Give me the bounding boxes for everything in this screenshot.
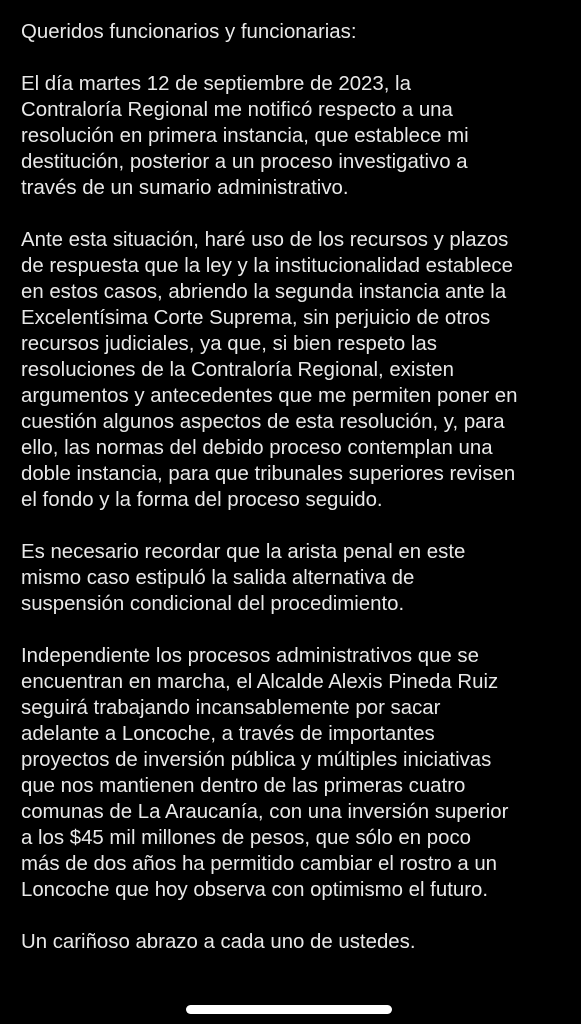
- text-line: ello, las normas del debido proceso contemplan una: [21, 437, 493, 459]
- text-line: comunas de La Araucanía, con una inversión superior: [21, 801, 509, 823]
- text-line: suspensión condicional del procedimiento.: [21, 593, 405, 615]
- paragraph: [21, 71, 566, 201]
- text-line: Excelentísima Corte Suprema, sin perjuicio de otros: [21, 307, 491, 329]
- closing: Un cariñoso abrazo a cada uno de ustedes.: [21, 931, 416, 953]
- paragraph-gap: [21, 45, 566, 71]
- text-line: más de dos años ha permitido cambiar el rostro a un: [21, 853, 498, 875]
- text-line: proyectos de inversión pública y múltiples iniciativas: [21, 749, 492, 771]
- home-indicator[interactable]: [186, 1005, 392, 1014]
- paragraph-gap: [21, 513, 566, 539]
- text-line: doble instancia, para que tribunales superiores revisen: [21, 463, 516, 485]
- message-body: [21, 19, 566, 955]
- text-line: el fondo y la forma del proceso seguido.: [21, 489, 383, 511]
- text-line: encuentran en marcha, el Alcalde Alexis Pineda Ruiz: [21, 671, 499, 693]
- greeting: Queridos funcionarios y funcionarias:: [21, 21, 357, 43]
- text-line: argumentos y antecedentes que me permiten poner en: [21, 385, 518, 407]
- text-line: través de un sumario administrativo.: [21, 177, 349, 199]
- text-line: Ante esta situación, haré uso de los recursos y plazos: [21, 229, 509, 251]
- text-line: mismo caso estipuló la salida alternativa de: [21, 567, 415, 589]
- text-line: a los $45 mil millones de pesos, que sólo en poco: [21, 827, 471, 849]
- text-line: Contraloría Regional me notificó respecto a una: [21, 99, 453, 121]
- text-line: adelante a Loncoche, a través de importantes: [21, 723, 435, 745]
- paragraph: [21, 643, 566, 903]
- text-line: Loncoche que hoy observa con optimismo el futuro.: [21, 879, 488, 901]
- paragraph-gap: [21, 903, 566, 929]
- text-line: El día martes 12 de septiembre de 2023, la: [21, 73, 411, 95]
- text-line: seguirá trabajando incansablemente por sacar: [21, 697, 441, 719]
- paragraph: [21, 227, 566, 513]
- paragraph: [21, 539, 566, 617]
- text-line: resolución en primera instancia, que establece mi: [21, 125, 469, 147]
- paragraph-gap: [21, 617, 566, 643]
- text-line: que nos mantienen dentro de las primeras cuatro: [21, 775, 466, 797]
- text-line: cuestión algunos aspectos de esta resolución, y, para: [21, 411, 505, 433]
- text-line: Independiente los procesos administrativos que se: [21, 645, 479, 667]
- text-line: de respuesta que la ley y la institucionalidad establece: [21, 255, 513, 277]
- text-line: recursos judiciales, ya que, si bien respeto las: [21, 333, 437, 355]
- paragraph-gap: [21, 201, 566, 227]
- text-line: resoluciones de la Contraloría Regional, existen: [21, 359, 454, 381]
- text-line: destitución, posterior a un proceso investigativo a: [21, 151, 468, 173]
- text-line: Es necesario recordar que la arista penal en este: [21, 541, 466, 563]
- text-line: en estos casos, abriendo la segunda instancia ante la: [21, 281, 507, 303]
